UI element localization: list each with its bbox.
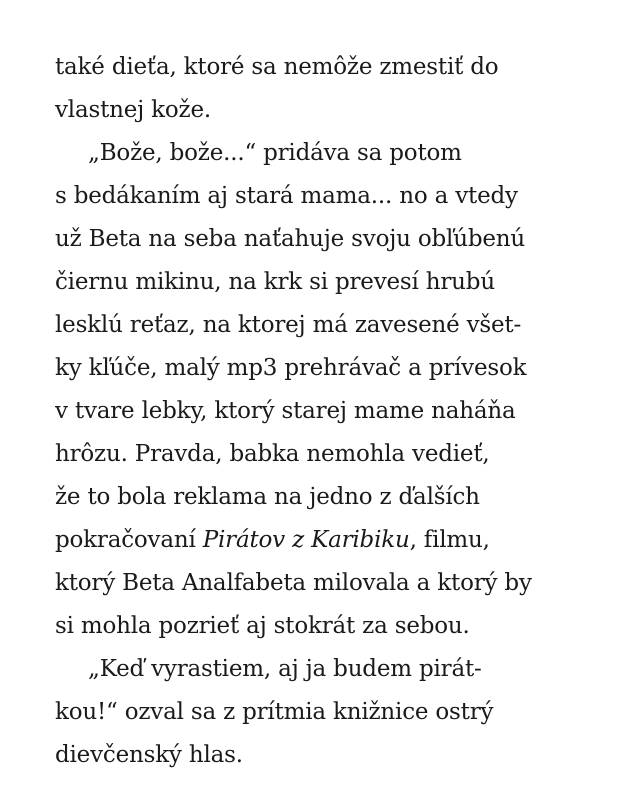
text-line: „Bože, bože...“ pridáva sa potom [88,140,462,166]
text-line: kou!“ ozval sa z prítmia knižnice ostrý [55,699,494,725]
text-line: vlastnej kože. [55,97,211,123]
text-line: dievčenský hlas. [55,742,243,768]
text-line: ky kľúče, malý mp3 prehrávač a prívesok [55,355,527,381]
text-segment: pokračovaní [55,527,203,553]
text-line-with-title [55,525,490,555]
text-line: že to bola reklama na jedno z ďalších [55,484,480,510]
text-line: také dieťa, ktoré sa nemôže zmestiť do [55,54,499,80]
text-line: hrôzu. Pravda, babka nemohla vedieť, [55,441,490,467]
text-line: s bedákaním aj stará mama... no a vtedy [55,183,518,209]
text-line: v tvare lebky, ktorý starej mame naháňa [55,398,516,424]
film-title: Pirátov z Karibiku [202,527,410,553]
text-line: čiernu mikinu, na krk si prevesí hrubú [55,269,495,295]
text-line: ktorý Beta Analfabeta milovala a ktorý by [55,570,532,596]
text-line: „Keď vyrastiem, aj ja budem pirát- [88,656,482,682]
text-line: lesklú reťaz, na ktorej má zavesené všet- [55,312,522,338]
text-segment: , filmu, [409,527,490,553]
text-line: si mohla pozrieť aj stokrát za sebou. [55,613,470,639]
text-line: už Beta na seba naťahuje svoju obľúbenú [55,226,525,252]
